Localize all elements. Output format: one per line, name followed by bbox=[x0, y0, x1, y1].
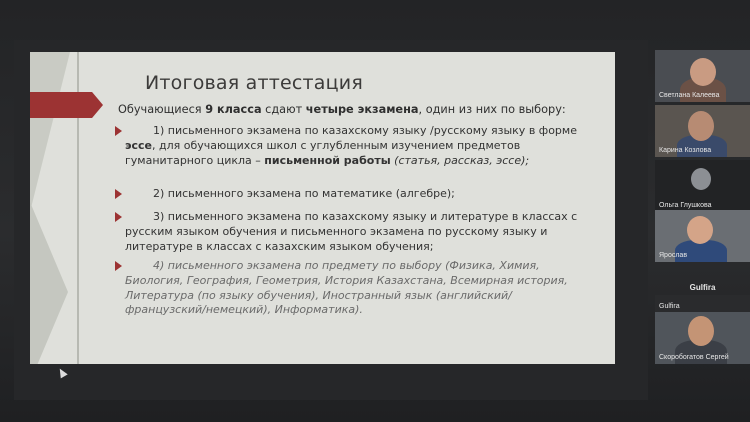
participant-name: Ярослав bbox=[659, 252, 688, 259]
slide-decoration bbox=[30, 52, 70, 212]
bullet-arrow-icon bbox=[115, 212, 122, 222]
item-text: , для обучающихся школ с углубленным изучением предметов гуманитарного цикла – bbox=[125, 138, 521, 167]
slide-arrow-icon bbox=[30, 92, 103, 118]
participant-tile[interactable] bbox=[655, 210, 750, 262]
bullet-arrow-icon bbox=[115, 261, 122, 271]
item-text: 1) письменного экзамена по казахскому языку /русскому языку в форме bbox=[153, 124, 577, 137]
participant-video bbox=[690, 58, 716, 86]
item-text: 4) письменного экзамена по предмету по выбору (Физика, Химия, Биология, География, Геометрия, История Казахстана, Всемирная история, Литература (по языку обучения), Иностранный язык (английский/ французский/немецкий), Информатика). bbox=[125, 259, 568, 317]
participant-video bbox=[688, 111, 714, 141]
item-text: (статья, рассказ, эссе); bbox=[390, 153, 530, 167]
participant-name: Скоробогатов Сергей bbox=[659, 354, 729, 361]
bullet-arrow-icon bbox=[115, 126, 122, 136]
intro-text: сдают bbox=[261, 103, 306, 116]
list-item bbox=[125, 259, 595, 318]
slide-intro bbox=[118, 102, 608, 117]
presentation-slide bbox=[30, 52, 615, 364]
slide-title: Итоговая аттестация bbox=[145, 72, 363, 94]
participant-video bbox=[687, 216, 713, 244]
item-text: 2) письменного экзамена по математике (алгебре); bbox=[153, 187, 455, 200]
list-item bbox=[125, 187, 595, 202]
participant-tile[interactable] bbox=[655, 50, 750, 102]
participant-tile[interactable] bbox=[655, 160, 750, 212]
intro-text: , один из них по выбору: bbox=[418, 103, 566, 116]
participant-name: Ольга Глушкова bbox=[659, 202, 712, 209]
participant-name: Gulfira bbox=[659, 303, 680, 310]
participant-label: Gulfira bbox=[689, 283, 716, 292]
participant-tile[interactable] bbox=[655, 295, 750, 313]
participant-name: Светлана Калеева bbox=[659, 92, 720, 99]
item-bold: письменной работы bbox=[264, 153, 391, 167]
item-text: 3) письменного экзамена по казахскому языку и литературе в классах с русским языком обучения и письменного экзамена по русскому языку и литературе в классах с казахским языком обучения; bbox=[125, 210, 578, 253]
bullet-arrow-icon bbox=[115, 189, 122, 199]
slide-decoration bbox=[30, 202, 68, 364]
participant-tile[interactable] bbox=[655, 105, 750, 157]
participant-tile[interactable] bbox=[655, 312, 750, 364]
participant-video bbox=[691, 168, 711, 190]
intro-bold: четыре экзамена bbox=[305, 103, 419, 116]
item-bold: эссе bbox=[125, 138, 153, 152]
intro-bold: 9 класса bbox=[205, 103, 262, 116]
list-item bbox=[125, 124, 595, 168]
intro-text: Обучающиеся bbox=[118, 103, 206, 116]
participant-video bbox=[688, 316, 714, 346]
list-item bbox=[125, 210, 595, 254]
participant-name: Карина Козлова bbox=[659, 147, 712, 154]
